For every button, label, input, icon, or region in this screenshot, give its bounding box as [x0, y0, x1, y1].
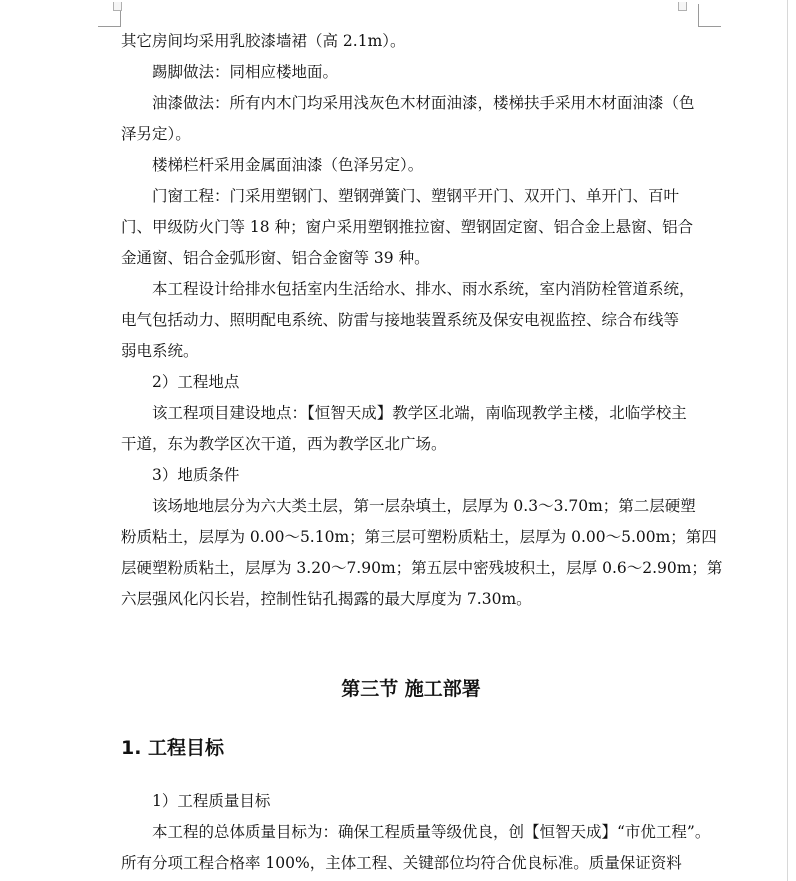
subheading-location: 2）工程地点 [152, 373, 240, 391]
subheading-quality-goal: 1）工程质量目标 [152, 792, 271, 810]
body-text-2 [121, 786, 711, 879]
body-text [121, 26, 723, 615]
paragraph-line: 电气包括动力、照明配电系统、防雷与接地装置系统及保安电视监控、综合布线等 [121, 311, 680, 329]
crop-mark-top-right [698, 4, 721, 27]
paragraph-line: 本工程的总体质量目标为：确保工程质量等级优良，创【恒智天成】“市优工程”。 [152, 823, 711, 841]
indent-marker-right[interactable] [678, 2, 687, 11]
paragraph-line: 该场地地层分为六大类土层，第一层杂填土，层厚为 0.3～3.70m；第二层硬塑 [152, 497, 696, 515]
paragraph-line: 门窗工程：门采用塑钢门、塑钢弹簧门、塑钢平开门、双开门、单开门、百叶 [152, 187, 680, 205]
paragraph-line: 门、甲级防火门等 18 种；窗户采用塑钢推拉窗、塑钢固定窗、铝合金上悬窗、铝合 [121, 218, 694, 236]
page-edge [787, 0, 788, 881]
paragraph-line: 其它房间均采用乳胶漆墙裙（高 2.1m）。 [121, 32, 406, 50]
subheading-geology: 3）地质条件 [152, 466, 240, 484]
paragraph-line: 本工程设计给排水包括室内生活给水、排水、雨水系统，室内消防栓管道系统， [152, 280, 695, 298]
paragraph-line: 干道，东为教学区次干道，西为教学区北广场。 [121, 435, 447, 453]
paragraph-line: 油漆做法：所有内木门均采用浅灰色木材面油漆，楼梯扶手采用木材面油漆（色 [152, 94, 695, 112]
paragraph-line: 泽另定）。 [121, 125, 191, 143]
paragraph-line: 弱电系统。 [121, 342, 199, 360]
section-title: 第三节 施工部署 [341, 678, 481, 700]
indent-marker-left[interactable] [113, 2, 122, 11]
heading-engineering-goals: 1. 工程目标 [121, 737, 225, 759]
paragraph-line: 踢脚做法：同相应楼地面。 [152, 63, 339, 81]
paragraph-line: 粉质粘土，层厚为 0.00～5.10m；第三层可塑粉质粘土，层厚为 0.00～5.00m；第四 [121, 528, 717, 546]
paragraph-line: 楼梯栏杆采用金属面油漆（色泽另定）。 [152, 156, 424, 174]
paragraph-line: 金通窗、铝合金弧形窗、铝合金窗等 39 种。 [121, 249, 430, 267]
paragraph-line: 六层强风化闪长岩，控制性钻孔揭露的最大厚度为 7.30m。 [121, 590, 532, 608]
paragraph-line: 该工程项目建设地点：【恒智天成】教学区北端，南临现教学主楼，北临学校主 [152, 404, 687, 422]
paragraph-line: 层硬塑粉质粘土，层厚为 3.20～7.90m；第五层中密残坡积土，层厚 0.6～2.90m；第 [121, 559, 723, 577]
paragraph-line: 所有分项工程合格率 100%，主体工程、关键部位均符合优良标准。质量保证资料 [121, 854, 682, 872]
